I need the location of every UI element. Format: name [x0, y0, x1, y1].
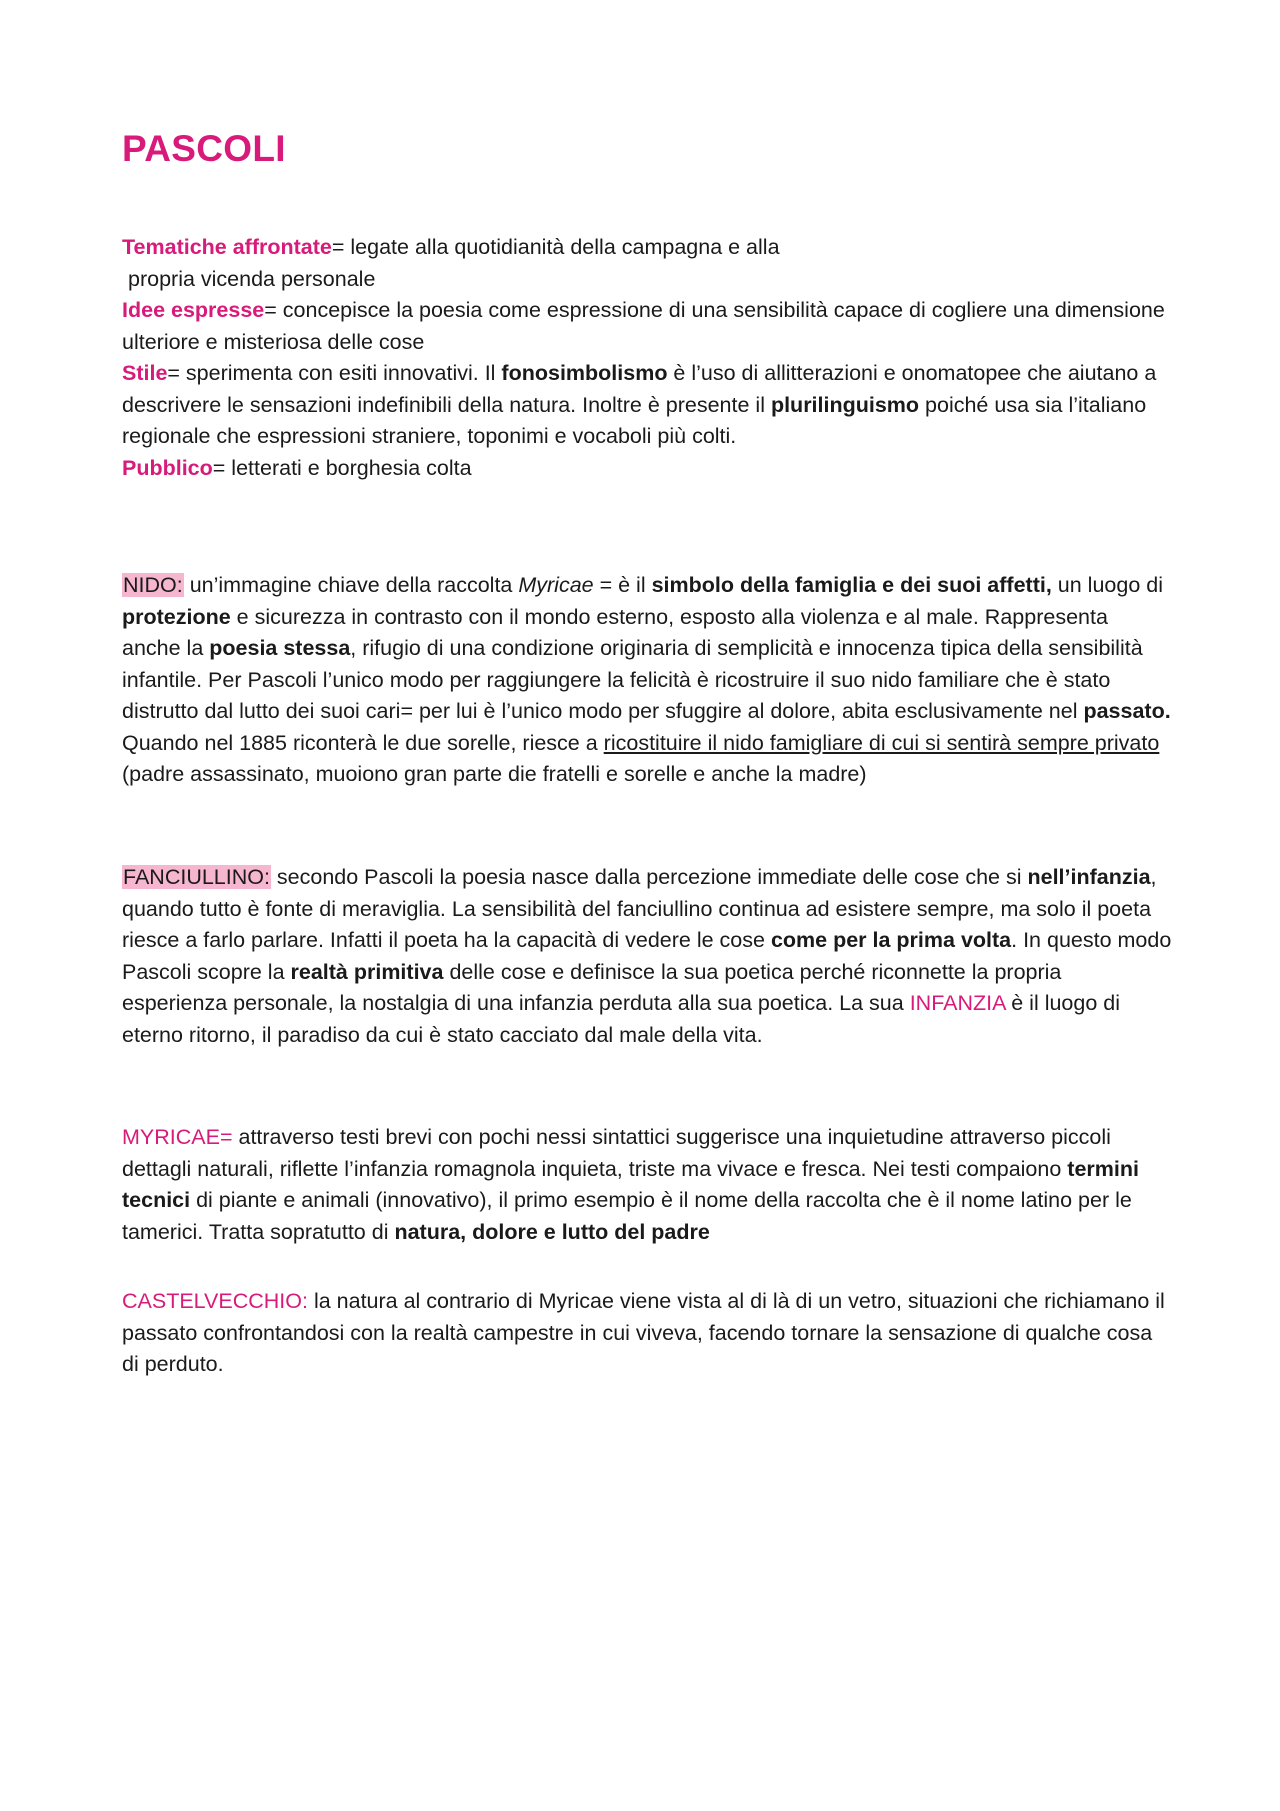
idee-text: = concepisce la poesia come espressione di una sensibilità capace di cogliere una dimensione ulteriore e misteriosa delle cose	[122, 298, 1165, 354]
myricae-bold: natura, dolore e lutto del padre	[394, 1219, 710, 1244]
tematiche-text-line2: propria vicenda personale	[128, 266, 376, 291]
stile-text: = sperimenta con esiti innovativi. Il	[167, 361, 502, 385]
myricae-label: MYRICAE=	[122, 1125, 233, 1149]
tematiche-label: Tematiche affrontate	[122, 235, 332, 259]
nido-text: = è il	[593, 573, 652, 597]
nido-paragraph	[122, 570, 1172, 791]
nido-bold: passato.	[1083, 699, 1171, 723]
castelvecchio-section	[122, 1286, 1172, 1381]
nido-bold: simbolo della famiglia e dei suoi affetti,	[651, 573, 1052, 597]
nido-text: (padre assassinato, muoiono gran parte die fratelli e sorelle e anche la madre)	[122, 762, 867, 786]
nido-label: NIDO:	[123, 573, 183, 597]
fanciullino-bold: nell’infanzia	[1027, 865, 1151, 889]
fanciullino-text: . In questo modo Pascoli scopre la	[122, 928, 1172, 984]
nido-text: e sicurezza in contrasto con il mondo esterno, esposto alla violenza e al male. Rappresenta anche la	[122, 604, 1108, 660]
nido-text: un luogo di	[1051, 573, 1163, 597]
nido-text: Quando nel 1885 riconterà le due sorelle, riesce a	[122, 730, 604, 755]
nido-bold: protezione	[122, 604, 231, 629]
fanciullino-bold: realtà primitiva	[290, 959, 444, 984]
nido-bold: poesia stessa	[209, 636, 351, 660]
fanciullino-text: è il luogo di eterno ritorno, il paradiso da cui è stato cacciato dal male della vita.	[122, 991, 1121, 1047]
myricae-text: attraverso testi brevi con pochi nessi sintattici suggerisce una inquietudine attraverso piccoli dettagli naturali, riflette l’infanzia romagnola inquieta, triste ma vivace e fresca. Nei testi compaiono	[122, 1125, 1111, 1181]
tematiche-paragraph	[122, 232, 1172, 264]
nido-section	[122, 570, 1172, 791]
stile-bold-fonosimbolismo: fonosimbolismo	[501, 361, 668, 385]
stile-paragraph	[122, 358, 1172, 453]
fanciullino-text: , quando tutto è fonte di meraviglia. La sensibilità del fanciullino continua ad esistere sempre, ma solo il poeta riesce a farlo parlare. Infatti il poeta ha la capacità di vedere le cose	[122, 865, 1157, 952]
fanciullino-section	[122, 862, 1172, 1051]
fanciullino-text: delle cose e definisce la sua poetica perché riconnette la propria esperienza personale, la nostalgia di una infanzia perduta alla sua poetica. La sua	[122, 959, 1062, 1015]
page-title: PASCOLI	[122, 128, 286, 169]
fanciullino-bold: come per la prima volta	[770, 928, 1012, 952]
idee-label: Idee espresse	[122, 298, 265, 322]
fanciullino-label: FANCIULLINO:	[123, 865, 270, 889]
castelvecchio-label: CASTELVECCHIO:	[122, 1289, 308, 1313]
castelvecchio-paragraph	[122, 1286, 1172, 1381]
castelvecchio-text: la natura al contrario di Myricae viene vista al di là di un vetro, situazioni che richiamano il passato confrontandosi con la realtà campestre in cui viveva, facendo tornare la sensazione di qualche cosa di perduto.	[122, 1289, 1165, 1376]
stile-label: Stile	[122, 361, 168, 385]
idee-paragraph	[122, 295, 1172, 358]
nido-italic-myricae: Myricae	[518, 573, 594, 597]
tematiche-text: = legate alla quotidianità della campagna e alla	[331, 235, 780, 259]
myricae-paragraph	[122, 1122, 1172, 1248]
myricae-bold: termini tecnici	[122, 1156, 1139, 1212]
pubblico-paragraph	[122, 453, 1172, 485]
stile-text: è l’uso di allitterazioni e onomatopee che aiutano a descrivere le sensazioni indefinibili della natura. Inoltre è presente il	[122, 361, 1157, 417]
fanciullino-paragraph	[122, 862, 1172, 1051]
nido-underlined: ricostituire il nido famigliare di cui si sentirà sempre privato	[603, 730, 1160, 755]
nido-text: , rifugio di una condizione originaria di semplicità e innocenza tipica della sensibilità infantile. Per Pascoli l’unico modo per raggiungere la felicità è ricostruire il suo nido familiare che è stato distrutto dal lutto dei suoi cari= per lui è l’unico modo per sfuggire al dolore, abita esclusivamente nel	[122, 636, 1143, 723]
myricae-text: di piante e animali (innovativo), il primo esempio è il nome della raccolta che è il nome latino per le tamerici. Tratta sopratutto di	[122, 1188, 1132, 1244]
nido-text: un’immagine chiave della raccolta	[183, 573, 519, 597]
intro-section	[122, 232, 1172, 484]
pubblico-label: Pubblico	[122, 455, 213, 480]
fanciullino-text: secondo Pascoli la poesia nasce dalla percezione immediate delle cose che si	[270, 865, 1028, 889]
stile-text: poiché usa sia l’italiano regionale che espressioni straniere, toponimi e vocaboli più colti.	[122, 392, 1147, 448]
fanciullino-infanzia: INFANZIA	[909, 991, 1006, 1015]
stile-bold-plurilinguismo: plurilinguismo	[770, 392, 920, 417]
myricae-section	[122, 1122, 1172, 1248]
pubblico-text: = letterati e borghesia colta	[212, 455, 472, 480]
